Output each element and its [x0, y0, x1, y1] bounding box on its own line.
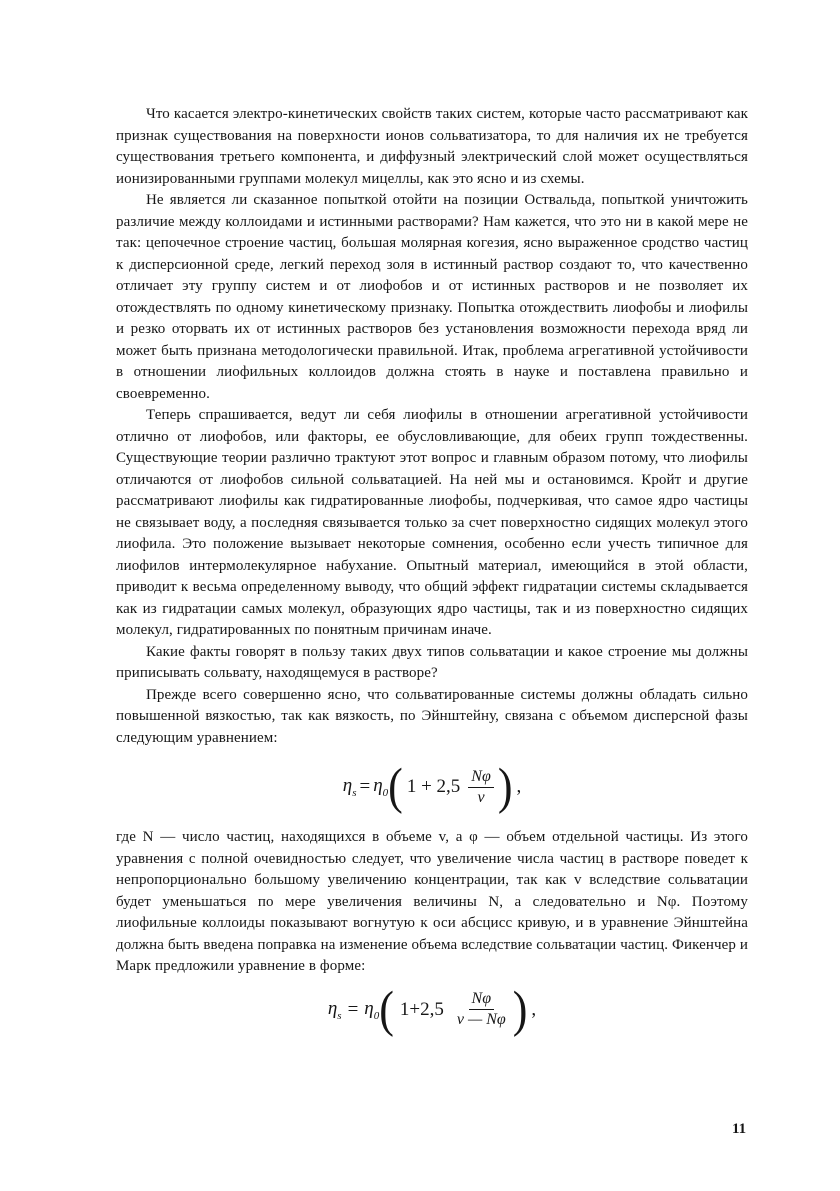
- formula2-denominator: v — Nφ: [456, 1011, 506, 1028]
- formula1-fraction: [468, 767, 494, 808]
- formula1-eta0: $\eta_0$: [373, 775, 389, 799]
- einstein-viscosity-formula: [116, 759, 748, 815]
- paragraph-5: Прежде всего совершенно ясно, что сольватированные системы должны обладать сильно повышенной вязкостью, так как вязкость, по Эйнштейну, связана с объемом дисперсной фазы следующим уравнением:: [116, 686, 748, 746]
- page-body: [116, 104, 748, 1050]
- fikentscher-mark-formula: [116, 982, 748, 1038]
- formula2-close-paren: ): [512, 980, 528, 1038]
- formula2-lhs: $\eta_s$: [327, 997, 342, 1022]
- formula1-denominator: v: [477, 788, 485, 806]
- formula2-body: 1+2,5: [399, 998, 444, 1020]
- formula1-numerator: Nφ: [468, 767, 494, 788]
- formula2-equals: =: [347, 998, 359, 1020]
- formula2-open-paren: (: [379, 980, 394, 1038]
- paragraph-4: Какие факты говорят в пользу таких двух типов сольватации и какое строение мы должны приписывать сольвату, находящемуся в растворе?: [116, 643, 748, 681]
- paragraph-1: Что касается электро-кинетических свойств таких систем, которые часто рассматривают как признак существования на поверхности ионов сольватизатора, то для наличия их не требуется существования третьего компонента, и диффузный электрический слой может осуществляться ионизированными группами молекул мицеллы, как это ясно и из схемы.: [116, 106, 748, 187]
- formula2-comma: ,: [531, 998, 537, 1020]
- formula2-eta0: $\eta_0$: [364, 997, 380, 1022]
- paragraph-6: где N — число частиц, находящихся в объеме v, а φ — объем отдельной частицы. Из этого уравнения с полной очевидностью следует, что увеличение числа частиц в растворе поведет к непропорционально большому увеличению концентрации, так как v вследствие сольватации будет уменьшаться по мере увеличения величины N, а следовательно и Nφ. Поэтому лиофильные коллоиды показывают вогнутую к оси абсцисс кривую, и в уравнение Эйнштейна должна быть введена поправка на изменение объема вследствие сольватации частиц. Фикенчер и Марк предложили уравнение в форме:: [116, 829, 748, 974]
- paragraph-3: Теперь спрашивается, ведут ли себя лиофилы в отношении агрегативной устойчивости отлично от лиофобов, или факторы, ее обусловливающие, для обеих групп тождественны. Существующие теории различно трактуют этот вопрос и главным образом потому, что лиофилы отличаются от лиофобов сильной сольватацией. На ней мы и остановимся. Кройт и другие рассматривают лиофилы как гидратированные лиофобы, подчеркивая, что самое ядро частицы не связывает воду, а последняя связывается только за счет поверхностно сидящих молекул этого лиофила. Это положение вызывает некоторые сомнения, особенно если учесть типичное для лиофилов интермолекулярное набухание. Опытный материал, имеющийся в этой области, приводит к весьма определенному выводу, что общий эффект гидратации системы складывается как из гидратации самых молекул, образующих ядро частицы, так и из поверхностно сидящих молекул, гидратированных по понятным причинам иначе.: [116, 407, 748, 638]
- page-number: 11: [732, 1121, 747, 1137]
- formula1-close-paren: ): [497, 758, 513, 815]
- paragraph-2: Не является ли сказанное попыткой отойти на позиции Оствальда, попыткой уничтожить различие между коллоидами и истинными растворами? Нам кажется, что это ни в какой мере не так: цепочечное строение частиц, большая молярная когезия, ясно выраженное сродство частиц к дисперсионной среде, легкий переход золя в истинный раствор создают то, что качественно отличает эту группу систем и от лиофобов и от истинных растворов и не позволяет их отождествлять по одному кинетическому признаку. Попытка отождествить лиофобы и лиофилы и резко оторвать их от истинных растворов без установления возможности перехода вряд ли может быть признана методологически правильной. Итак, проблема агрегативной устойчивости в отношении лиофильных коллоидов должна стоять в науке и поставлена правильно и своевременно.: [116, 192, 748, 402]
- formula2-numerator: Nφ: [469, 989, 495, 1010]
- formula1-lhs: $\eta_s$: [342, 775, 357, 799]
- formula1-comma: ,: [516, 776, 522, 797]
- formula1-body: 1 + 2,5: [406, 776, 461, 797]
- formula2-fraction: [454, 989, 509, 1030]
- formula1-equals: =: [359, 776, 371, 797]
- formula1-open-paren: (: [388, 758, 403, 815]
